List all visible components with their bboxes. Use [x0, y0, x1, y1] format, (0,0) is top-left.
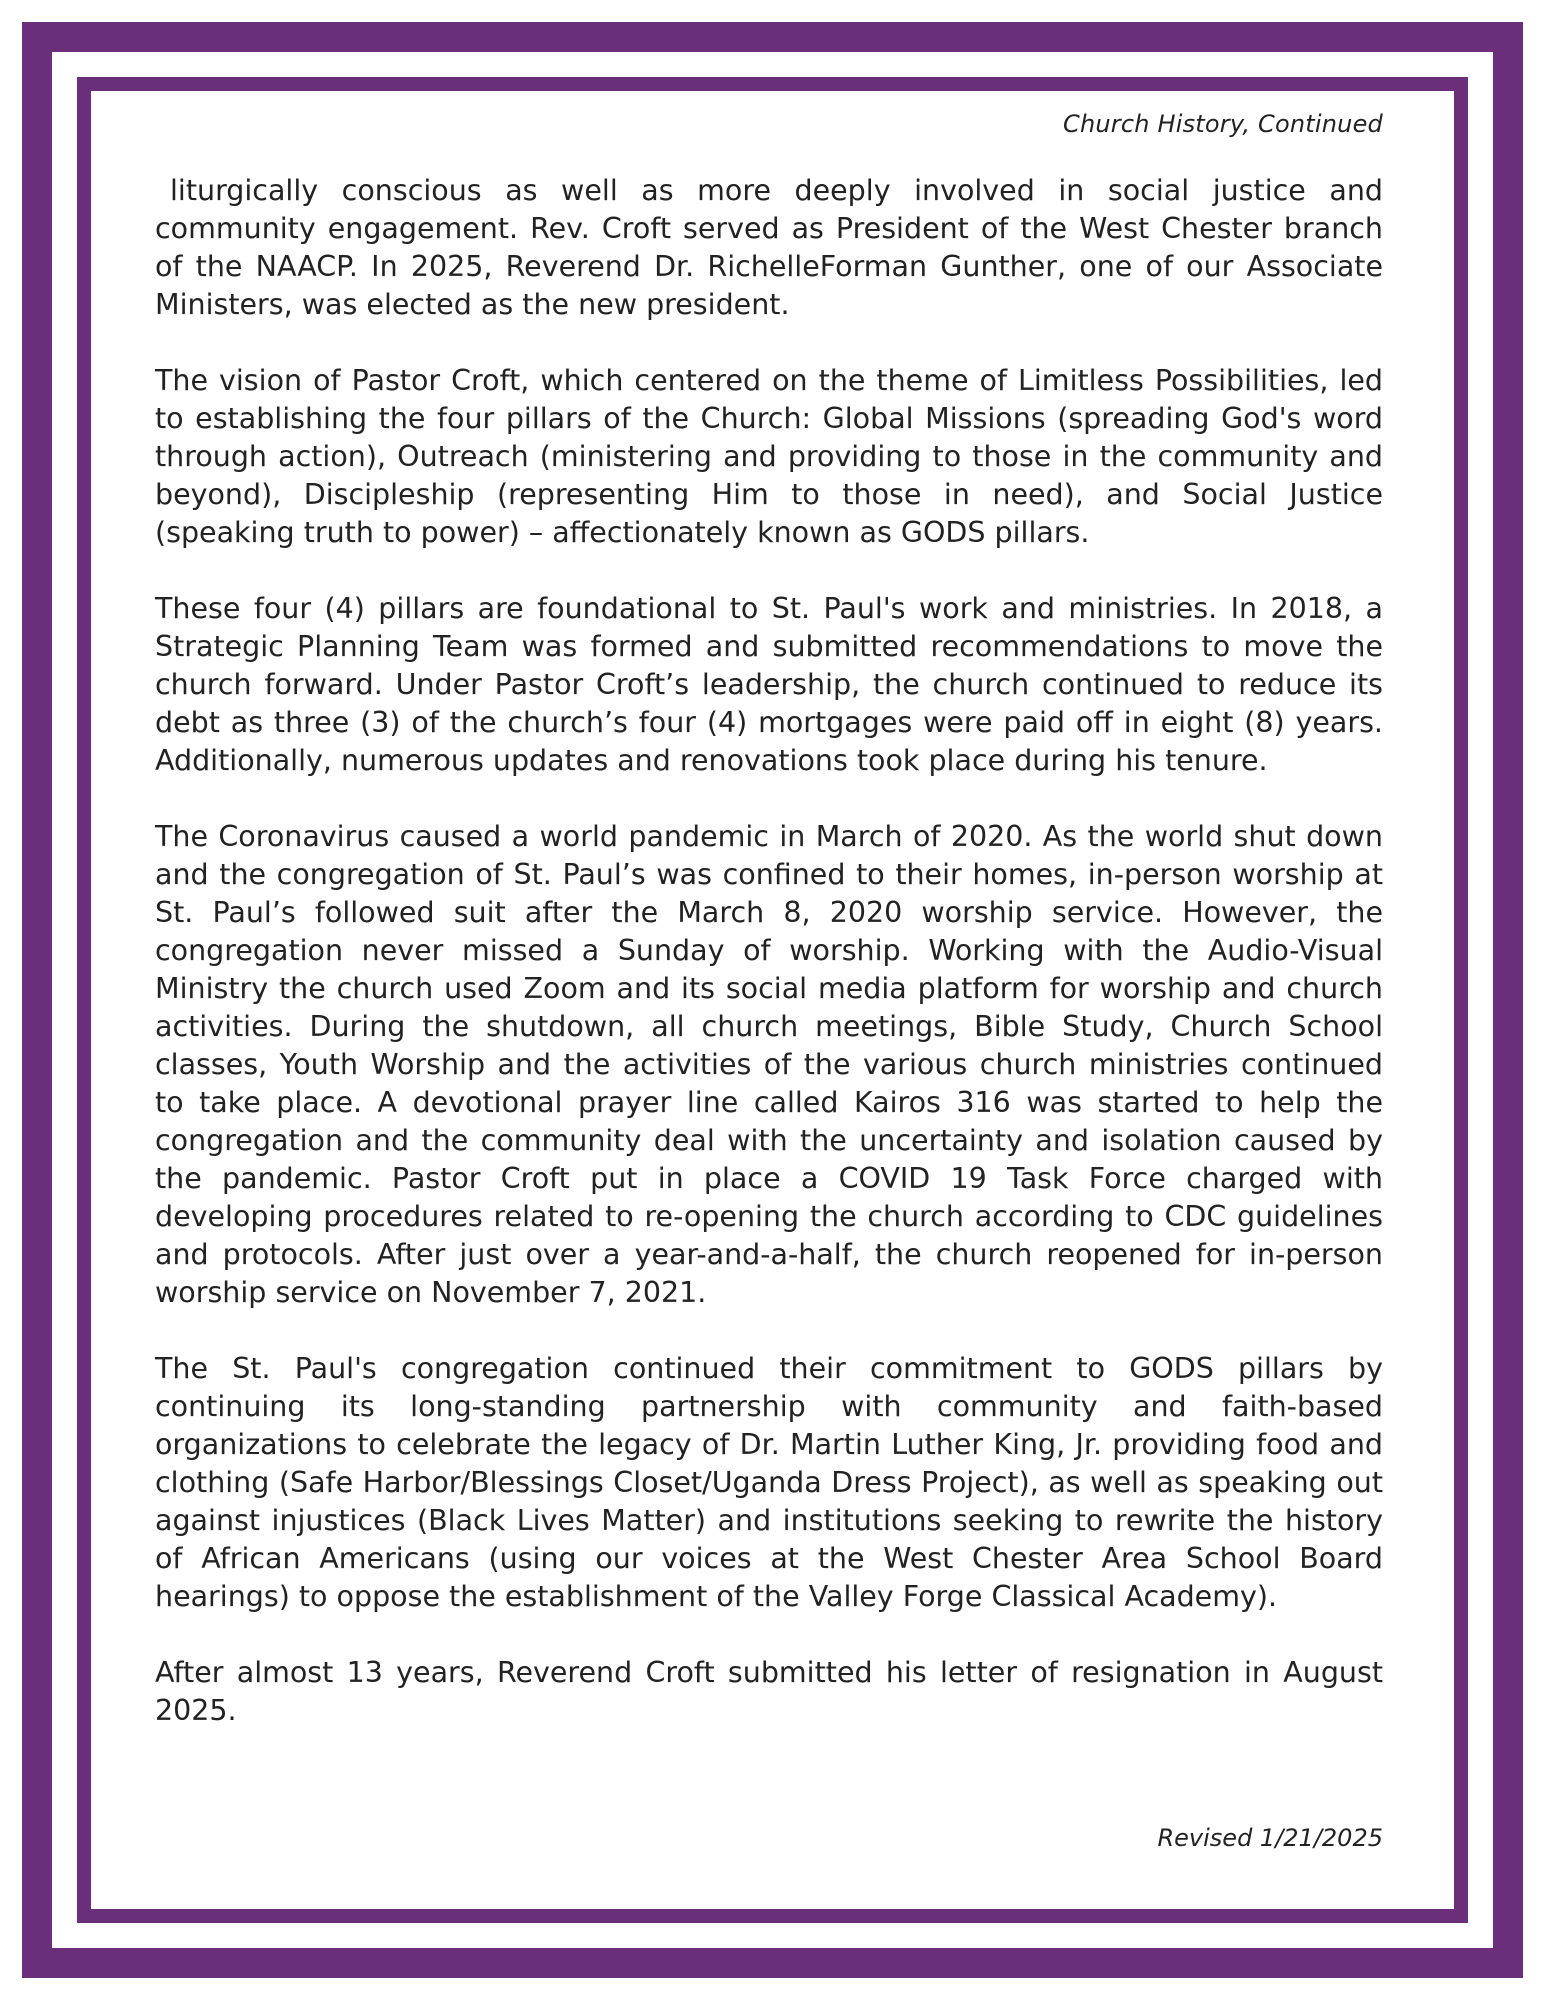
revision-note: Revised 1/21/2025 — [1157, 1824, 1383, 1852]
running-header: Church History, Continued — [1062, 110, 1383, 138]
paragraph-resignation: After almost 13 years, Reverend Croft submitted his letter of resignation in August 2025. — [155, 1656, 1383, 1727]
paragraph-leadership: liturgically conscious as well as more deeply involved in social justice and community engagement. Rev. Croft served as President of the West Chester branch of the NAACP. In 2025, Reverend Dr. RichelleForman Gunther, one of our Associate Ministers, was elected as the new president. — [155, 174, 1383, 321]
paragraph-vision: The vision of Pastor Croft, which centered on the theme of Limitless Possibilities, led to establishing the four pillars of the Church: Global Missions (spreading God's word through action), Outreach (ministering and providing to those in the community and beyond), Discipleship (representing Him to those in need), and Social Justice (speaking truth to power) – affectionately known as GODS pillars. — [155, 364, 1383, 549]
paragraph-pillars: These four (4) pillars are foundational to St. Paul's work and ministries. In 2018, a Strategic Planning Team was formed and submitted recommendations to move the church forward. Under Pastor Croft’s leadership, the church continued to reduce its debt as three (3) of the church’s four (4) mortgages were paid off in eight (8) years. Additionally, numerous updates and renovations took place during his tenure. — [155, 592, 1383, 777]
paragraph-commitment: The St. Paul's congregation continued their commitment to GODS pillars by continuing its long-standing partnership with community and faith-based organizations to celebrate the legacy of Dr. Martin Luther King, Jr. providing food and clothing (Safe Harbor/Blessings Closet/Uganda Dress Project), as well as speaking out against injustices (Black Lives Matter) and institutions seeking to rewrite the history of African Americans (using our voices at the West Chester Area School Board hearings) to oppose the establishment of the Valley Forge Classical Academy). — [155, 1352, 1383, 1613]
history-body — [155, 172, 1383, 1730]
paragraph-pandemic: The Coronavirus caused a world pandemic in March of 2020. As the world shut down and the congregation of St. Paul’s was confined to their homes, in-person worship at St. Paul’s followed suit after the March 8, 2020 worship service. However, the congregation never missed a Sunday of worship. Working with the Audio-Visual Ministry the church used Zoom and its social media platform for worship and church activities. During the shutdown, all church meetings, Bible Study, Church School classes, Youth Worship and the activities of the various church ministries continued to take place. A devotional prayer line called Kairos 316 was started to help the congregation and the community deal with the uncertainty and isolation caused by the pandemic. Pastor Croft put in place a COVID 19 Task Force charged with developing procedures related to re-opening the church according to CDC guidelines and protocols. After just over a year-and-a-half, the church reopened for in-person worship service on November 7, 2021. — [155, 820, 1383, 1309]
